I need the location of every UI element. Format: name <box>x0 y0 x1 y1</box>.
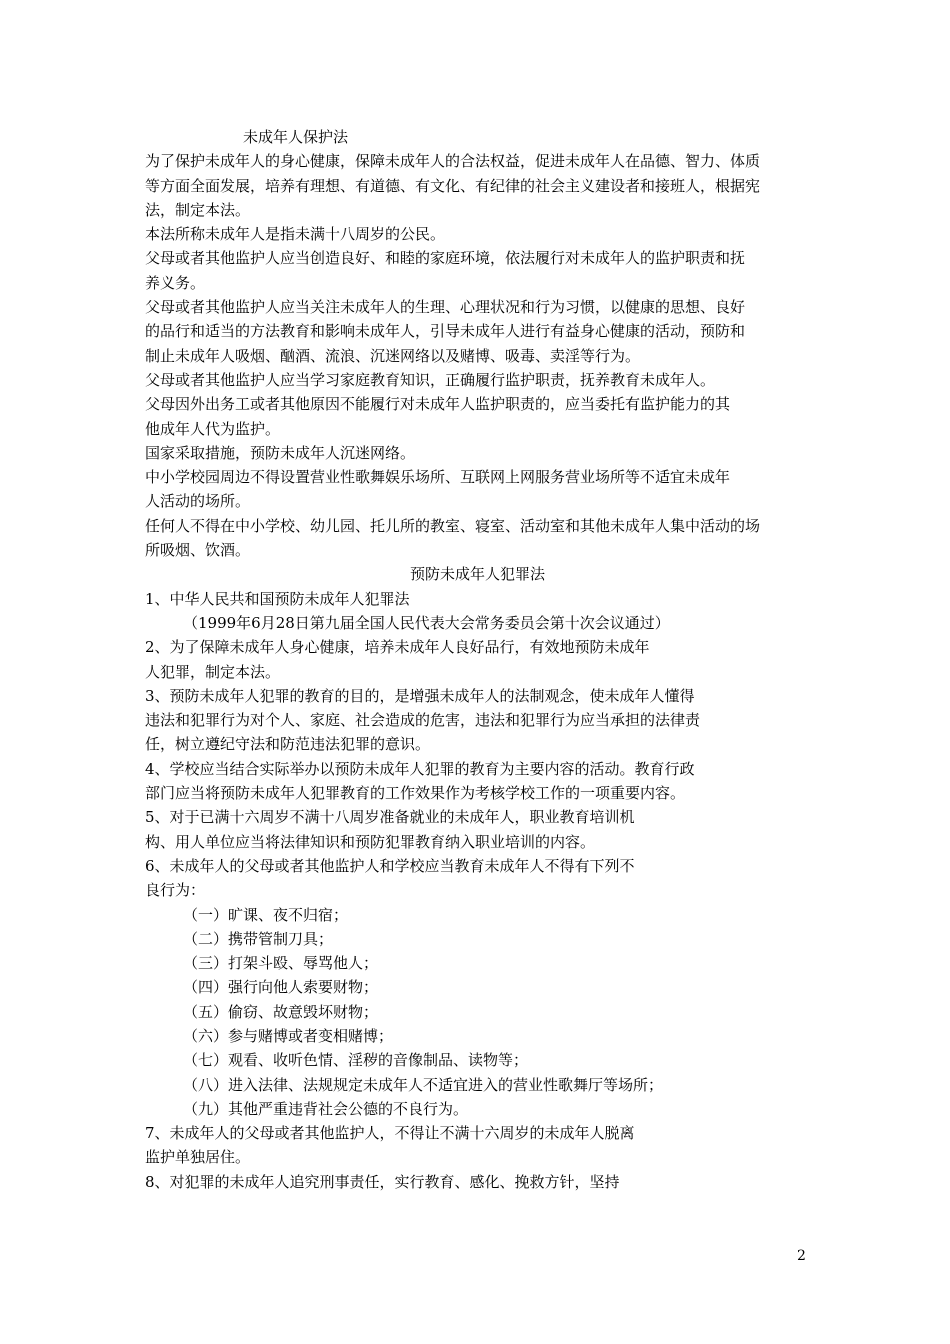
page-number: 2 <box>797 1248 806 1264</box>
list-item: （九）其他严重违背社会公德的不良行为。 <box>183 1099 469 1118</box>
adoption-note: （1999年6月28日第九届全国人民代表大会常务委员会第十次会议通过） <box>183 613 670 632</box>
list-item: （二）携带管制刀具； <box>183 929 334 948</box>
paragraph-line: 8、对犯罪的未成年人追究刑事责任，实行教育、感化、挽救方针，坚持 <box>145 1172 620 1191</box>
paragraph-line: 为了保护未成年人的身心健康，保障未成年人的合法权益，促进未成年人在品德、智力、体质 <box>145 152 761 171</box>
paragraph-line: 任何人不得在中小学校、幼儿园、托儿所的教室、寝室、活动室和其他未成年人集中活动的场 <box>145 516 761 535</box>
paragraph-line: 父母或者其他监护人应当创造良好、和睦的家庭环境，依法履行对未成年人的监护职责和抚 <box>145 249 746 268</box>
paragraph-line: 的品行和适当的方法教育和影响未成年人，引导未成年人进行有益身心健康的活动，预防和 <box>145 322 746 341</box>
paragraph-line: 6、未成年人的父母或者其他监护人和学校应当教育未成年人不得有下列不 <box>145 856 635 875</box>
list-item: （七）观看、收听色情、淫秽的音像制品、读物等； <box>183 1051 529 1070</box>
section-crime-prevention-law <box>145 587 810 1194</box>
document-body <box>145 125 810 1194</box>
list-item: （八）进入法律、法规规定未成年人不适宜进入的营业性歌舞厅等场所； <box>183 1075 664 1094</box>
paragraph-line: 父母或者其他监护人应当关注未成年人的生理、心理状况和行为习惯，以健康的思想、良好 <box>145 298 746 317</box>
list-item: （六）参与赌博或者变相赌博； <box>183 1026 394 1045</box>
paragraph-line: 监护单独居住。 <box>145 1148 251 1167</box>
paragraph-line: 4、学校应当结合实际举办以预防未成年人犯罪的教育为主要内容的活动。教育行政 <box>145 759 695 778</box>
paragraph-line: 本法所称未成年人是指未满十八周岁的公民。 <box>145 225 446 244</box>
list-item: （五）偷窃、故意毁坏财物； <box>183 1002 379 1021</box>
paragraph-line: 5、对于已满十六周岁不满十八周岁准备就业的未成年人，职业教育培训机 <box>145 808 635 827</box>
paragraph-line: 制止未成年人吸烟、酗酒、流浪、沉迷网络以及赌博、吸毒、卖淫等行为。 <box>145 346 641 365</box>
title-minor-protection-law: 未成年人保护法 <box>243 128 349 146</box>
paragraph-line: 父母因外出务工或者其他原因不能履行对未成年人监护职责的，应当委托有监护能力的其 <box>145 395 731 414</box>
paragraph-line: 人活动的场所。 <box>145 492 251 511</box>
paragraph-line: 法，制定本法。 <box>145 200 251 219</box>
paragraph-line: 1、中华人民共和国预防未成年人犯罪法 <box>145 589 410 608</box>
paragraph-line: 部门应当将预防未成年人犯罪教育的工作效果作为考核学校工作的一项重要内容。 <box>145 784 686 803</box>
paragraph-line: 构、用人单位应当将法律知识和预防犯罪教育纳入职业培训的内容。 <box>145 832 596 851</box>
list-item: （四）强行向他人索要财物； <box>183 978 379 997</box>
paragraph-line: 2、为了保障未成年人身心健康，培养未成年人良好品行，有效地预防未成年 <box>145 638 650 657</box>
paragraph-line: 3、预防未成年人犯罪的教育的目的，是增强未成年人的法制观念，使未成年人懂得 <box>145 686 695 705</box>
paragraph-line: 中小学校园周边不得设置营业性歌舞娱乐场所、互联网上网服务营业场所等不适宜未成年 <box>145 468 731 487</box>
list-item: （一）旷课、夜不归宿； <box>183 905 349 924</box>
paragraph-line: 养义务。 <box>145 273 206 292</box>
list-item: （三）打架斗殴、辱骂他人； <box>183 954 379 973</box>
paragraph-line: 他成年人代为监护。 <box>145 419 281 438</box>
paragraph-line: 违法和犯罪行为对个人、家庭、社会造成的危害，违法和犯罪行为应当承担的法律责 <box>145 711 701 730</box>
paragraph-line: 所吸烟、饮酒。 <box>145 541 251 560</box>
title-crime-prevention-law: 预防未成年人犯罪法 <box>409 565 545 584</box>
paragraph-line: 7、未成年人的父母或者其他监护人，不得让不满十六周岁的未成年人脱离 <box>145 1124 635 1143</box>
paragraph-line: 人犯罪，制定本法。 <box>145 662 281 681</box>
paragraph-line: 父母或者其他监护人应当学习家庭教育知识，正确履行监护职责，抚养教育未成年人。 <box>145 370 716 389</box>
bad-behavior-list <box>145 903 810 1122</box>
paragraph-line: 国家采取措施，预防未成年人沉迷网络。 <box>145 443 416 462</box>
paragraph-line: 等方面全面发展，培养有理想、有道德、有文化、有纪律的社会主义建设者和接班人，根据宪 <box>145 176 761 195</box>
paragraph-line: 良行为： <box>145 881 206 900</box>
paragraph-line: 任，树立遵纪守法和防范违法犯罪的意识。 <box>145 735 431 754</box>
section-protection-law <box>145 149 810 562</box>
